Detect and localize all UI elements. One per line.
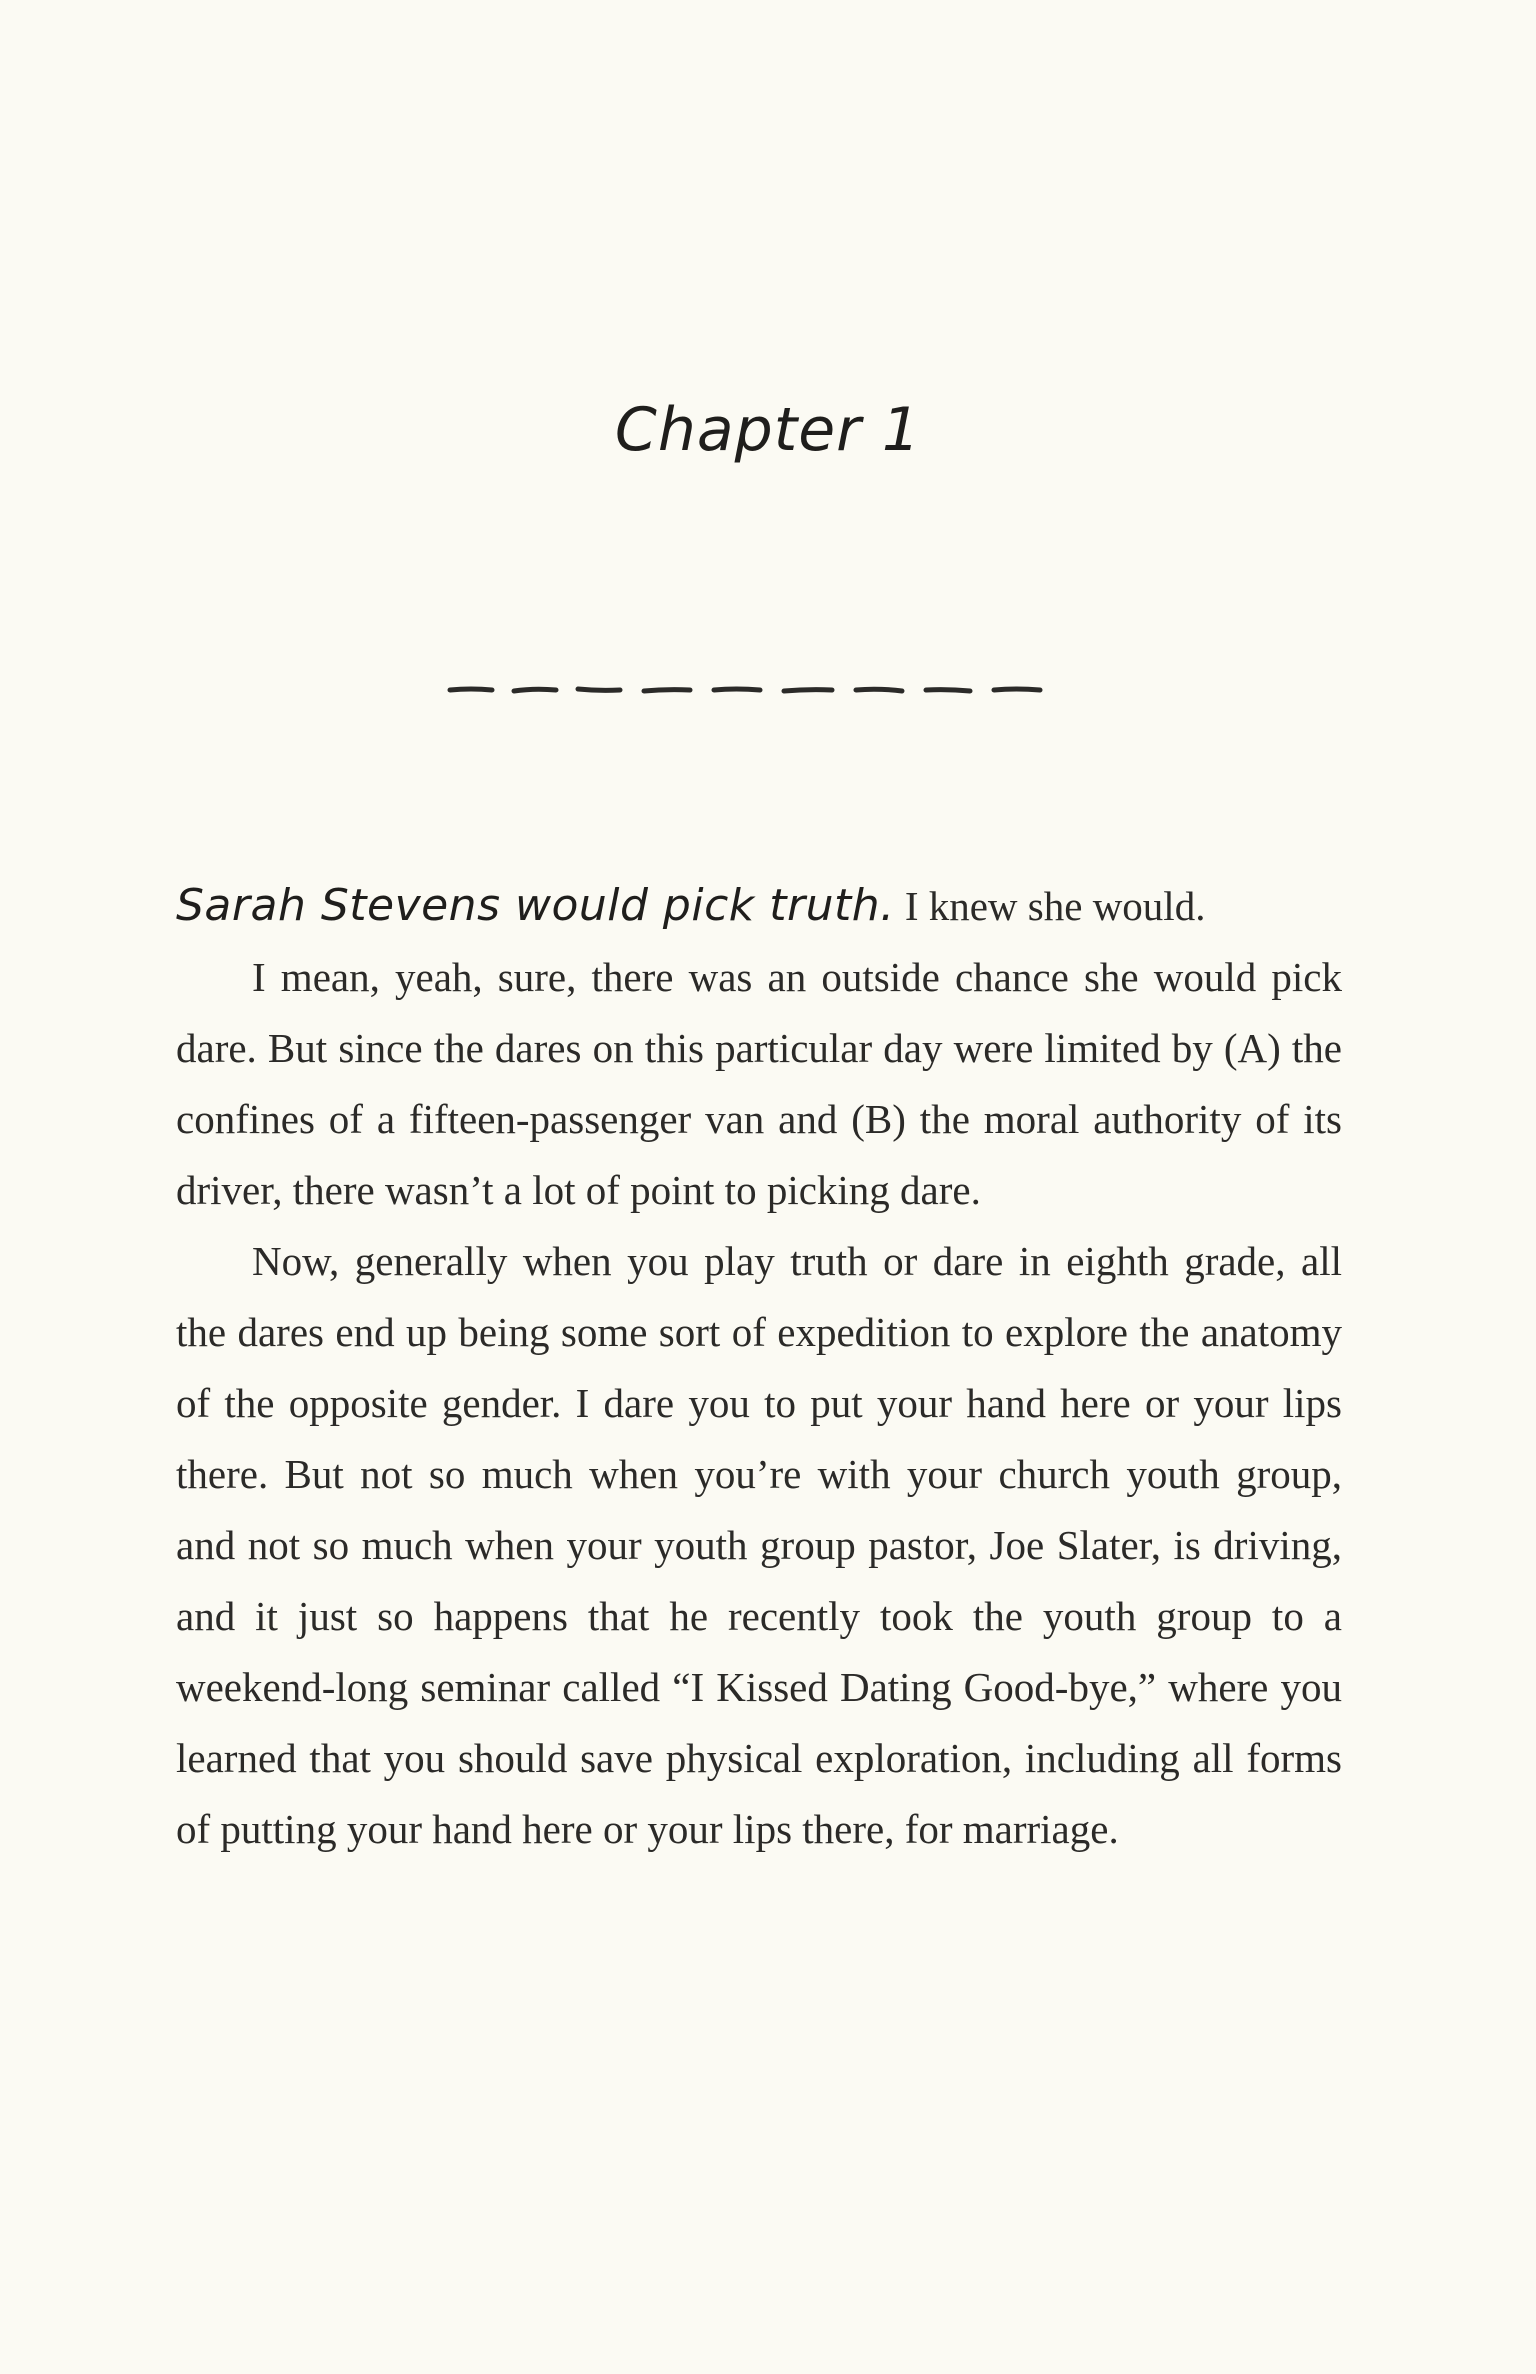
opening-sentence-rest: I knew she would.	[894, 883, 1206, 929]
paragraph: Now, generally when you play truth or dare in eighth grade, all the dares end up being some sort of expedition to explore the anatomy of the opposite gender. I dare you to put your hand here or your lips there. But not so much when you’re with your church youth group, and not so much when your youth group pastor, Joe Slater, is driving, and it just so happens that he recently took the youth group to a weekend-long seminar called “I Kissed Dating Good-bye,” where you learned that you should save physical exploration, including all forms of putting your hand here or your lips there, for marriage.	[176, 1238, 1342, 1852]
chapter-title: Chapter 1	[614, 395, 922, 465]
chapter-body	[176, 870, 1342, 1865]
chapter-divider	[446, 683, 1066, 697]
opening-paragraph	[176, 870, 1342, 942]
paragraph: I mean, yeah, sure, there was an outside chance she would pick dare. But since the dares on this particular day were limited by (A) the confines of a fifteen-passenger van and (B) the moral authority of its driver, there wasn’t a lot of point to picking dare.	[176, 954, 1342, 1213]
lead-in-phrase: Sarah Stevens would pick truth.	[176, 880, 895, 931]
